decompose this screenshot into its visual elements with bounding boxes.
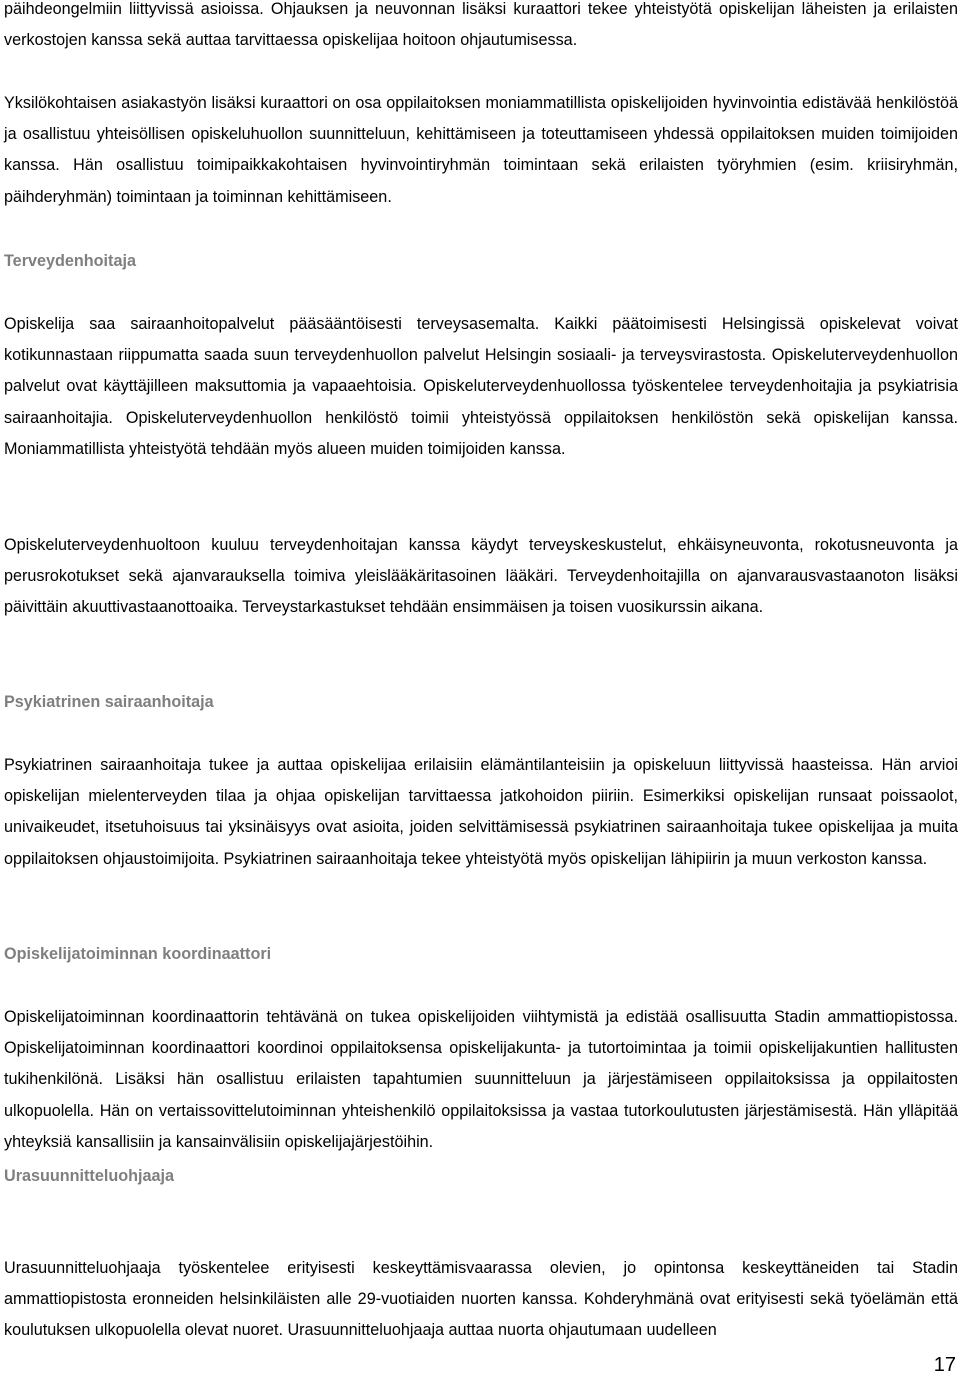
- paragraph-terveydenhoitaja-services: Opiskelija saa sairaanhoitopalvelut pääsääntöisesti terveysasemalta. Kaikki päätoimisesti Helsingissä opiskelevat voivat kotikunnastaan riippumatta saada suun terveydenhuollon palvelut Helsingin sosiaali- ja terveysvirastosta. Opiskeluterveydenhuollon palvelut ovat käyttäjilleen maksuttomia ja vapaaehtoisia. Opiskeluterveydenhuollossa työskentelee terveydenhoitajia ja psykiatrisia sairaanhoitajia. Opiskeluterveydenhuollon henkilöstö toimii yhteistyössä oppilaitoksen henkilöstön sekä opiskelijan kanssa. Moniammatillista yhteistyötä tehdään myös alueen muiden toimijoiden kanssa.: [4, 315, 958, 458]
- paragraph-intro-continuation: päihdeongelmiin liittyvissä asioissa. Ohjauksen ja neuvonnan lisäksi kuraattori tekee yhteistyötä opiskelijan läheisten ja erilaisten verkostojen kanssa sekä auttaa tarvittaessa opiskelijaa hoitoon ohjautumisessa.: [4, 0, 958, 50]
- heading-opiskelijatoiminnan-koordinaattori: Opiskelijatoiminnan koordinaattori: [4, 945, 272, 963]
- page-number: 17: [933, 1354, 956, 1376]
- heading-urasuunnitteluohjaaja: Urasuunnitteluohjaaja: [4, 1167, 174, 1185]
- paragraph-opiskelijatoiminnan-koordinaattori: Opiskelijatoiminnan koordinaattorin tehtävänä on tukea opiskelijoiden viihtymistä ja edistää osallisuutta Stadin ammattiopistossa. Opiskelijatoiminnan koordinaattori koordinoi oppilaitoksensa opiskelijakunta- ja tutortoimintaa ja toimii opiskelijakuntien hallitusten tukihenkilönä. Lisäksi hän osallistuu erilaisten tapahtumien suunnitteluun ja järjestämiseen oppilaitoksissa ja oppilaitosten ulkopuolella. Hän on vertaissovittelutoiminnan yhteishenkilö oppilaitoksissa ja vastaa tutorkoulutusten järjestämisestä. Hän ylläpitää yhteyksiä kansallisiin ja kansainvälisiin opiskelijajärjestöihin.: [4, 1008, 958, 1151]
- paragraph-kuraattori-community: Yksilökohtaisen asiakastyön lisäksi kuraattori on osa oppilaitoksen moniammatillista opiskelijoiden hyvinvointia edistävää henkilöstöä ja osallistuu yhteisöllisen opiskeluhuollon suunnitteluun, kehittämiseen ja toteuttamiseen yhdessä oppilaitoksen muiden toimijoiden kanssa. Hän osallistuu toimipaikkakohtaisen hyvinvointiryhmän toimintaan sekä erilaisten työryhmien (esim. kriisiryhmän, päihderyhmän) toimintaan ja toiminnan kehittämiseen.: [4, 94, 958, 206]
- heading-terveydenhoitaja: Terveydenhoitaja: [4, 252, 136, 270]
- paragraph-urasuunnitteluohjaaja: Urasuunnitteluohjaaja työskentelee erityisesti keskeyttämisvaarassa olevien, jo opintonsa keskeyttäneiden tai Stadin ammattiopistosta eronneiden helsinkiläisten alle 29-vuotiaiden nuorten kanssa. Kohderyhmänä ovat erityisesti sekä työelämän että koulutuksen ulkopuolella olevat nuoret. Urasuunnitteluohjaaja auttaa nuorta ohjautumaan uudelleen: [4, 1259, 958, 1340]
- paragraph-opiskeluterveydenhuolto: Opiskeluterveydenhuoltoon kuuluu terveydenhoitajan kanssa käydyt terveyskeskustelut, ehkäisyneuvonta, rokotusneuvonta ja perusrokotukset sekä ajanvarauksella toimiva yleislääkäritasoinen lääkäri. Terveydenhoitajilla on ajanvarausvastaanoton lisäksi päivittäin akuuttivastaanottoaika. Terveystarkastukset tehdään ensimmäisen ja toisen vuosikurssin aikana.: [4, 536, 958, 617]
- heading-psykiatrinen-sairaanhoitaja: Psykiatrinen sairaanhoitaja: [4, 693, 214, 711]
- paragraph-psykiatrinen-sairaanhoitaja: Psykiatrinen sairaanhoitaja tukee ja auttaa opiskelijaa erilaisiin elämäntilanteisiin ja opiskeluun liittyvissä haasteissa. Hän arvioi opiskelijan mielenterveyden tilaa ja ohjaa opiskelijan tarvittaessa jatkohoidon piiriin. Esimerkiksi opiskelijan runsaat poissaolot, univaikeudet, itsetuhoisuus tai yksinäisyys ovat asioita, joiden selvittämisessä psykiatrinen sairaanhoitaja tukee opiskelijaa ja muita oppilaitoksen ohjaustoimijoita. Psykiatrinen sairaanhoitaja tekee yhteistyötä myös opiskelijan lähipiirin ja muun verkoston kanssa.: [4, 756, 958, 868]
